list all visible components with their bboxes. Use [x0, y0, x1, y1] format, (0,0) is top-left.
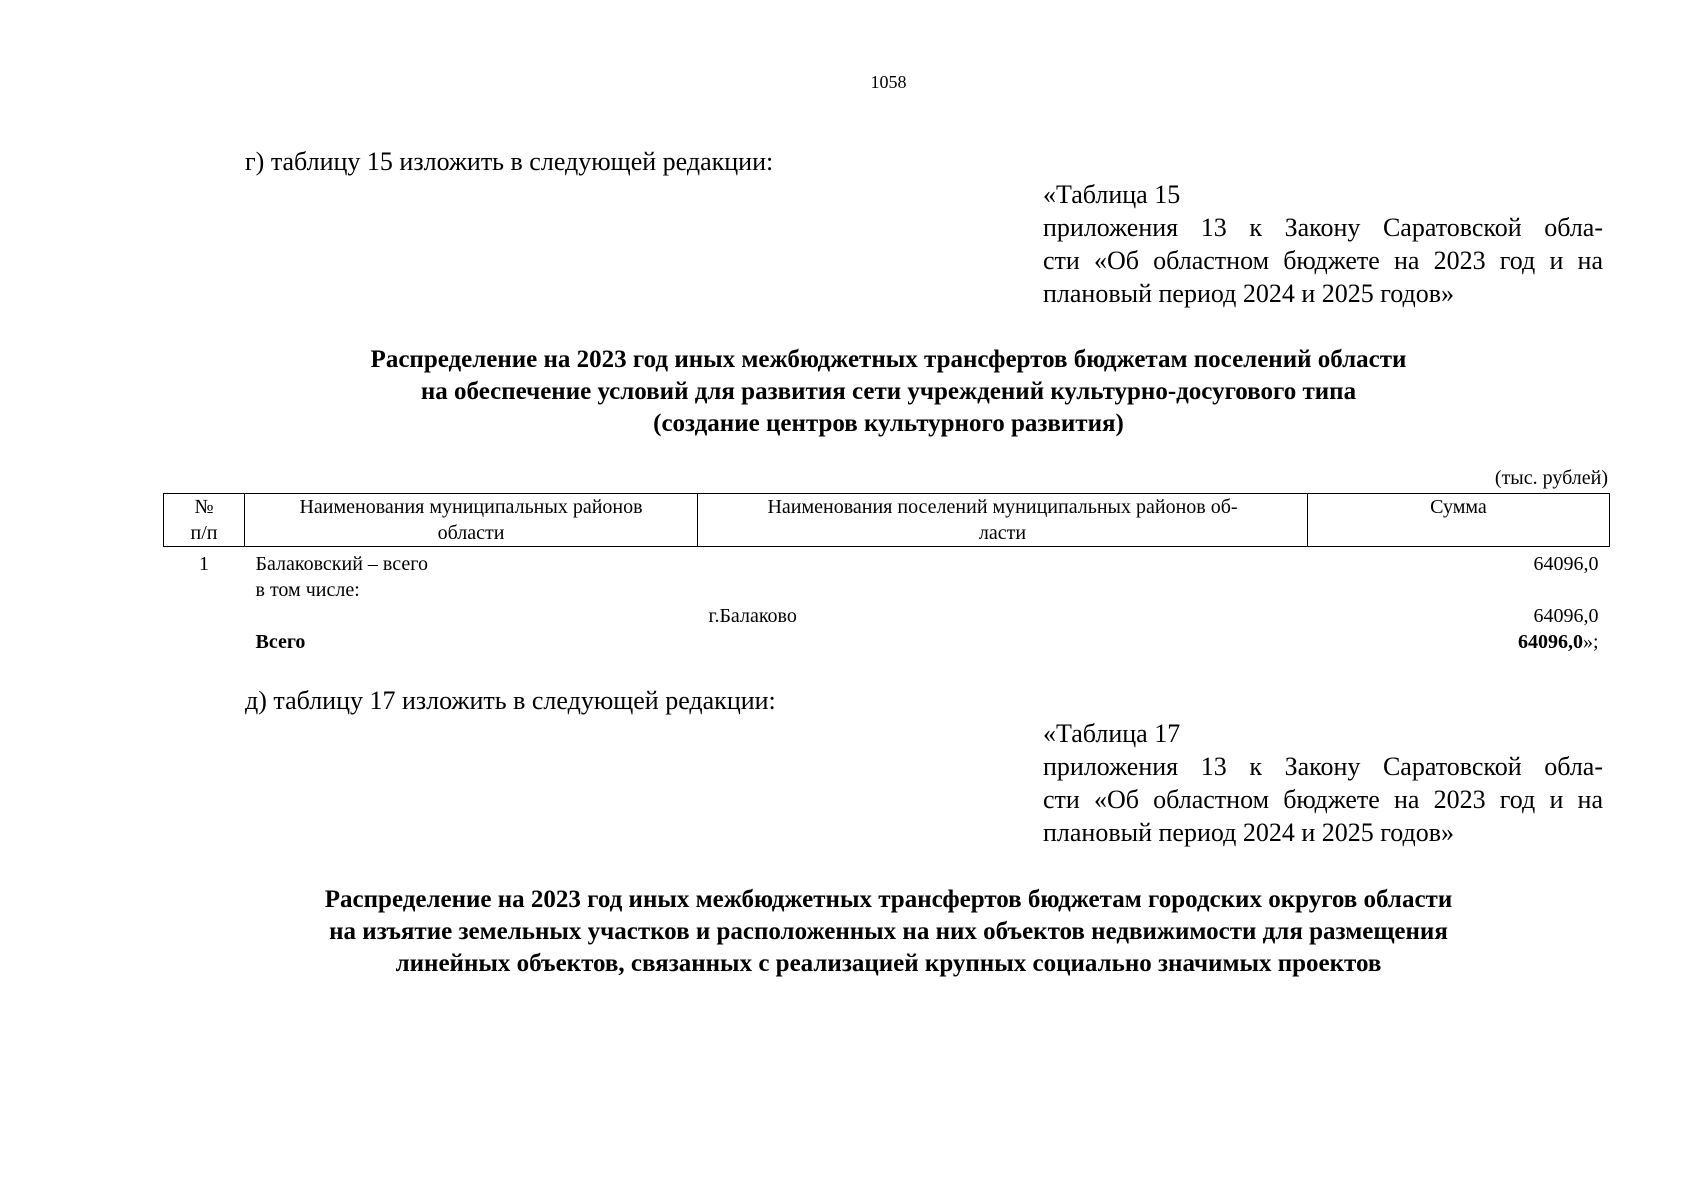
table-total-row — [164, 629, 1610, 655]
header-number: № п/п — [164, 494, 245, 547]
row-district: в том числе: — [255, 579, 360, 601]
table-row — [164, 603, 1610, 629]
section-d-intro: д) таблицу 17 изложить в следующей редакции: — [245, 686, 776, 715]
header-sum: Сумма — [1308, 494, 1610, 547]
row-number — [164, 603, 245, 629]
ref-line: «Таблица 17 — [1043, 719, 1181, 748]
section-d-title — [0, 884, 1697, 980]
header-settlement: Наименования поселений муниципальных районов об- ласти — [698, 494, 1308, 547]
ref-line: приложения 13 к Закону Саратовской обла- — [1043, 213, 1603, 242]
total-label: Всего — [255, 631, 306, 653]
row-number — [164, 577, 245, 603]
title-line: на изъятие земельных участков и расположенных на них объектов недвижимости для размещения — [329, 918, 1448, 945]
table-header-row — [164, 494, 1610, 547]
closing-quote: »; — [1582, 631, 1599, 653]
ref-line: сти «Об областном бюджете на 2023 год и на — [1043, 246, 1603, 275]
row-district — [245, 603, 698, 629]
title-line: (создание центров культурного развития) — [653, 410, 1124, 437]
header-district: Наименования муниципальных районов области — [245, 494, 698, 547]
section-g-title — [0, 344, 1697, 440]
row-number: 1 — [199, 553, 209, 575]
ref-line: плановый период 2024 и 2025 годов» — [1043, 818, 1455, 847]
units-label: (тыс. рублей) — [1494, 467, 1608, 489]
row-district: Балаковский – всего — [255, 553, 428, 575]
distribution-table — [163, 493, 1610, 655]
row-sum: 64096,0 — [1533, 605, 1599, 627]
row-settlement — [698, 577, 1308, 603]
row-sum — [1308, 577, 1610, 603]
row-sum: 64096,0 — [1533, 553, 1599, 575]
title-line: на обеспечение условий для развития сети учреждений культурно-досугового типа — [420, 378, 1357, 405]
total-sum-cell — [1308, 629, 1610, 655]
ref-line: плановый период 2024 и 2025 годов» — [1043, 279, 1455, 308]
title-line: Распределение на 2023 год иных межбюджетных трансфертов бюджетам городских округов области — [324, 886, 1453, 913]
ref-line: приложения 13 к Закону Саратовской обла- — [1043, 752, 1603, 781]
page-number: 1058 — [870, 72, 907, 92]
row-settlement — [698, 547, 1308, 578]
section-g-table-reference — [1043, 178, 1603, 310]
total-sum: 64096,0 — [1517, 631, 1583, 653]
table-row — [164, 547, 1610, 578]
ref-line: сти «Об областном бюджете на 2023 год и на — [1043, 785, 1603, 814]
title-line: линейных объектов, связанных с реализацией крупных социально значимых проектов — [395, 950, 1382, 977]
ref-line: «Таблица 15 — [1043, 180, 1181, 209]
title-line: Распределение на 2023 год иных межбюджетных трансфертов бюджетам поселений области — [370, 346, 1407, 373]
row-settlement: г.Балаково — [708, 605, 797, 627]
table-row — [164, 577, 1610, 603]
section-g-intro: г) таблицу 15 изложить в следующей редакции: — [245, 147, 774, 176]
section-d-table-reference — [1043, 717, 1603, 849]
